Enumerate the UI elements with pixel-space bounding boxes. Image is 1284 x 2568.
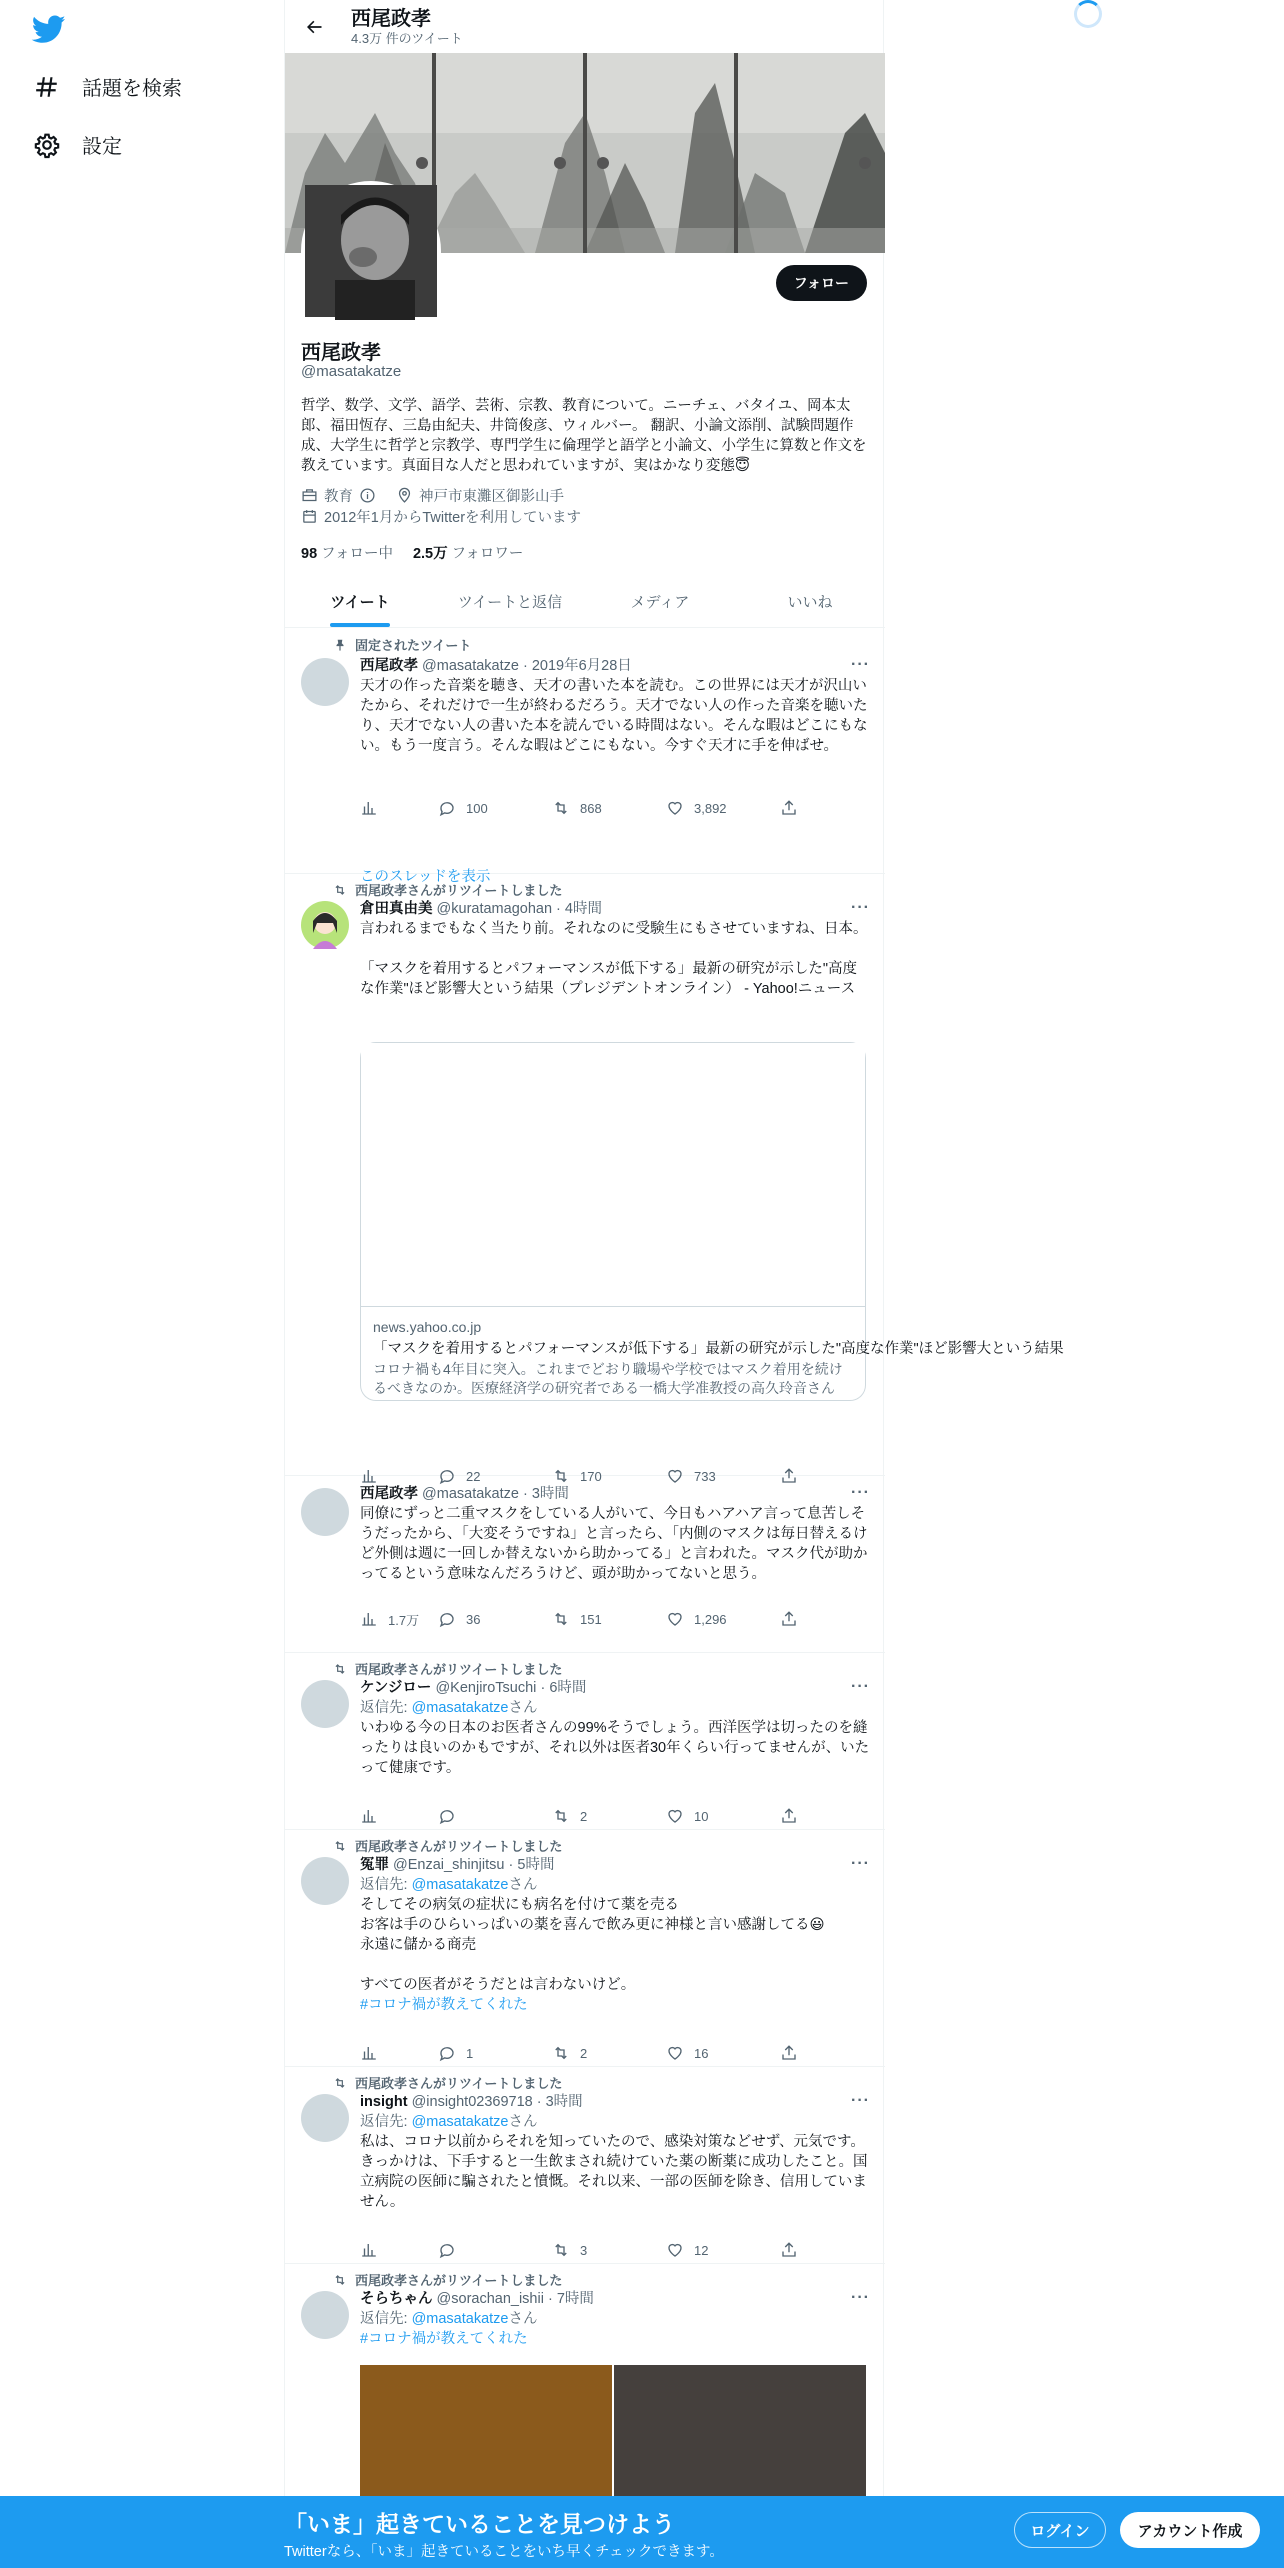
tweet-author-name[interactable]: 倉田真由美 [360,901,433,917]
retweet-button[interactable] [552,799,648,817]
tweet-header: ケンジロー @KenjiroTsuchi · 6時間 [360,1680,587,1696]
tweet-retweet[interactable] [285,874,1064,1484]
tweet-actions [360,2240,800,2260]
followers-label: フォロワー [451,546,524,562]
tweet-author-handle[interactable]: @Enzai_shinjitsu [393,1857,505,1873]
following-label: フォロー中 [321,546,393,562]
nav-explore-label: 話題を検索 [82,78,182,100]
like-button[interactable] [666,1807,762,1825]
calendar-icon [301,508,318,525]
tweet-author-name[interactable]: そらちゃん [360,2291,433,2307]
tab-likes[interactable]: いいね [787,593,833,611]
twitter-logo-icon[interactable] [32,12,66,46]
banner-subtitle: Twitterなら、「いま」起きていることをいち早くチェックできます。 [284,2544,724,2560]
reply-to [360,1698,870,1718]
analytics-icon [360,2044,378,2062]
avatar[interactable] [301,658,349,706]
views-button[interactable] [360,1807,420,1825]
back-button[interactable] [297,10,331,44]
followers-link[interactable] [413,542,523,563]
retweet-icon [333,1839,347,1853]
profile-location: 神戸市東灘区御影山手 [419,489,564,505]
header-name: 西尾政孝 [351,7,431,30]
retweet-count: 2 [580,2045,588,2061]
share-icon [780,1807,798,1825]
reply-icon [438,1610,456,1628]
tweet-time[interactable]: 7時間 [556,2291,594,2307]
tweet-author-handle[interactable]: @masatakatze [422,1486,519,1502]
profile-meta-category [301,485,564,506]
retweet-icon [552,1610,570,1628]
hashtag-link[interactable]: #コロナ禍が教えてくれた [360,1997,528,2013]
retweeted-text: 西尾政孝さんがリツイートしました [355,1662,563,1677]
card-domain: news.yahoo.co.jp [373,1319,482,1335]
retweet-icon [552,799,570,817]
tweet-author-name[interactable]: 西尾政孝 [360,1486,418,1502]
profile-joined: 2012年1月からTwitterを利用しています [324,510,582,526]
reply-to-suffix: さん [508,2311,538,2327]
profile-name: 西尾政孝 [301,342,381,364]
like-button[interactable] [666,2241,762,2259]
heart-icon [666,799,684,817]
retweet-icon [552,1807,570,1825]
retweeted-text: 西尾政孝さんがリツイートしました [355,2273,563,2288]
retweet-button[interactable] [552,2044,648,2062]
reply-button[interactable] [438,1807,534,1825]
tweet-actions [360,1806,800,1826]
hashtag-link[interactable]: #コロナ禍が教えてくれた [360,2331,528,2347]
tweet-author-handle[interactable]: @masatakatze [422,658,519,674]
tweet-text: そしてその病気の症状にも病名を付けて薬を売る お客は手のひらいっぱいの薬を喜んで飲み更に神様と言い感謝してる😃 永遠に儲かる商売 すべての医者がそうだとは言わないけど。 [360,1897,825,1993]
analytics-icon [360,2241,378,2259]
tweet-retweet[interactable] [285,2264,885,2524]
briefcase-icon [301,487,318,504]
tweet-text: 言われるまでもなく当たり前。それなのに受験生にもさせていますね、日本。 「マスクを着用するとパフォーマンスが低下する」最新の研究が示した"高度な作業"ほど影響大という結果（プレジデントオンライン） - Yahoo!ニュース [360,921,868,997]
tweet-author-name[interactable]: 西尾政孝 [360,658,418,674]
nav-explore[interactable] [34,72,182,101]
like-count: 1,296 [694,1611,727,1627]
retweet-icon [552,2241,570,2259]
tweet-author-handle[interactable]: @sorachan_ishii [436,2291,544,2307]
analytics-icon [360,799,378,817]
retweeted-label [333,880,562,899]
tweet-text: 私は、コロナ以前からそれを知っていたので、感染対策などせず、元気です。きっかけは、下手すると一生飲まされ続けていた薬の断薬に成功したこと。国立病院の医師に騙されたと憤慨。それ以来、一部の医師を除き、信用していません。 [360,2134,868,2210]
info-icon[interactable] [359,487,376,504]
more-icon[interactable]: ··· [851,1855,870,1872]
like-button[interactable] [666,799,762,817]
share-icon [780,1610,798,1628]
pinned-label [333,635,471,654]
retweet-icon [333,2273,347,2287]
profile-tabs [285,575,885,628]
tweet-text: いわゆる今の日本のお医者さんの99%そうでしょう。西洋医学は切ったのを縫ったりは良いのかもですが、それ以外は医者30年くらい行ってませんが、いたって健康です。 [360,1720,870,1776]
reply-to [360,2309,870,2329]
views-button[interactable] [360,2044,420,2062]
tweet-header: そらちゃん @sorachan_ishii · 7時間 [360,2291,594,2307]
reply-to-handle[interactable]: @masatakatze [411,1877,509,1893]
retweet-icon [333,1662,347,1676]
tweet-header: 西尾政孝 @masatakatze · 2019年6月28日 [360,658,632,674]
reply-button[interactable] [438,2044,534,2062]
profile-header [285,0,883,53]
tweet-author-handle[interactable]: @insight02369718 [411,2094,533,2110]
share-icon [780,2241,798,2259]
more-icon[interactable]: ··· [851,656,870,673]
reply-icon [438,1807,456,1825]
retweeted-label [333,2073,562,2092]
more-icon[interactable]: ··· [851,2092,870,2109]
like-button[interactable] [666,2044,762,2062]
banner-title: 「いま」起きていることを見つけよう [284,2511,675,2537]
retweet-button[interactable] [552,1610,648,1628]
header-tweet-count: 4.3万 件のツイート [351,30,463,46]
reply-to-handle[interactable]: @masatakatze [411,2114,509,2130]
avatar[interactable] [301,1857,349,1905]
analytics-icon [360,1807,378,1825]
tweet-timeline [285,629,1064,2524]
retweet-count: 170 [580,1468,602,1484]
like-count: 16 [694,2045,709,2061]
hashtag-icon [34,74,60,100]
gear-icon [34,132,60,158]
signup-button[interactable]: アカウント作成 [1120,2512,1260,2548]
share-icon [780,799,798,817]
retweet-icon [333,2076,347,2090]
tweet-time[interactable]: 6時間 [549,1680,587,1696]
tweet-pinned[interactable] [285,629,885,885]
tab-tweets[interactable]: ツイート [285,575,435,627]
heart-icon [666,2241,684,2259]
retweet-count: 151 [580,1611,602,1627]
more-icon[interactable]: ··· [851,2289,870,2306]
profile-handle: @masatakatze [301,363,402,380]
reply-icon [438,2241,456,2259]
reply-to-prefix: 返信先: [360,2114,412,2130]
reply-to-handle[interactable]: @masatakatze [411,1700,509,1716]
follow-button[interactable]: フォロー [776,265,867,301]
views-button[interactable] [360,1610,420,1629]
tweet-text: 天才の作った音楽を聴き、天才の書いた本を読む。この世界には天才が沢山いたから、それだけで一生が終わるだろう。天才でない人の作った音楽を聴いたり、天才でない人の書いた本を読んでいる時間はない。そんな暇はどこにもない。もう一度言う。そんな暇はどこにもない。今すぐ天才に手を伸ばせ。 [360,678,868,754]
views-count: 1.7万 [388,1612,420,1628]
retweeted-text: 西尾政孝さんがリツイートしました [355,883,563,898]
loading-spinner [1074,0,1102,28]
heart-icon [666,1610,684,1628]
pin-icon [333,638,347,652]
reply-button[interactable] [438,799,534,817]
signup-banner [0,2496,1284,2568]
tweet[interactable] [285,1476,885,1653]
retweet-count: 2 [580,1808,588,1824]
show-thread-link[interactable]: このスレッドを表示 [360,869,491,885]
tweet-author-handle[interactable]: @KenjiroTsuchi [435,1680,537,1696]
share-button[interactable] [780,1807,800,1825]
card-description: コロナ禍も4年目に突入。これまでどおり職場や学校ではマスク着用を続けるべきなのか。医療経済学の研究者である一橋大学准教授の高久玲音さん [373,1361,843,1396]
profile-category: 教育 [324,489,353,505]
profile-avatar[interactable] [301,181,441,321]
tweet-header: 倉田真由美 @kuratamagohan · 4時間 [360,901,602,917]
card-image [361,1043,865,1307]
more-icon[interactable]: ··· [851,899,870,916]
nav-settings-label: 設定 [82,136,122,158]
share-button[interactable] [780,1610,800,1628]
retweet-icon [333,883,347,897]
following-count: 98 [301,546,318,562]
tweet-retweet[interactable] [285,1830,885,2067]
avatar[interactable] [301,901,349,949]
retweeted-label [333,1659,562,1678]
tweet-time[interactable]: 2019年6月28日 [531,658,632,674]
reply-to [360,1875,870,1895]
share-button[interactable] [780,799,800,817]
tab-media[interactable]: メディア [630,593,690,611]
tweet-retweet[interactable] [285,2067,885,2264]
tab-tweets-replies[interactable]: ツイートと返信 [457,593,563,611]
reply-to-suffix: さん [508,1877,538,1893]
follow-stats [301,542,523,563]
reply-to-suffix: さん [508,1700,538,1716]
like-count: 12 [694,2242,709,2258]
link-card[interactable] [360,1042,1064,1401]
reply-to [360,2112,870,2132]
reply-button[interactable] [438,2241,534,2259]
retweet-icon [552,2044,570,2062]
retweeted-label [333,1836,562,1855]
tweet-author-name[interactable]: 冤罪 [360,1857,389,1873]
reply-to-prefix: 返信先: [360,1700,412,1716]
like-count: 3,892 [694,800,727,816]
retweet-count: 3 [580,2242,588,2258]
more-icon[interactable]: ··· [851,1484,870,1501]
tweet-time[interactable]: 3時間 [545,2094,583,2110]
views-button[interactable] [360,799,420,817]
tweet-author-name[interactable]: insight [360,2094,408,2110]
login-button[interactable]: ログイン [1014,2512,1106,2548]
reply-count: 100 [466,800,488,816]
tweet-time[interactable]: 5時間 [517,1857,555,1873]
avatar[interactable] [301,2291,349,2339]
like-count: 733 [694,1468,716,1484]
card-title: 「マスクを着用するとパフォーマンスが低下する」最新の研究が示した"高度な作業"ほど影響大という結果 [373,1341,1064,1357]
more-icon[interactable]: ··· [851,1678,870,1695]
heart-icon [666,2044,684,2062]
tweet-author-name[interactable]: ケンジロー [360,1680,432,1696]
share-button[interactable] [780,2044,800,2062]
followers-count: 2.5万 [412,546,448,562]
avatar[interactable] [301,1680,349,1728]
retweet-button[interactable] [552,1807,648,1825]
like-count: 10 [694,1808,709,1824]
following-link[interactable] [301,542,393,563]
tweet-time[interactable]: 4時間 [564,901,602,917]
share-button[interactable] [780,2241,800,2259]
reply-icon [438,2044,456,2062]
reply-to-prefix: 返信先: [360,2311,412,2327]
tweet-header: 冤罪 @Enzai_shinjitsu · 5時間 [360,1857,555,1873]
profile-meta-joined [301,506,581,527]
tweet-text: 同僚にずっと二重マスクをしている人がいて、今日もハアハア言って息苦しそうだったから、「大変そうですね」と言ったら、「内側のマスクは毎日替えるけど外側は週に一回しか替えないから助かってる」と言われた。マスク代が助かってるという意味なんだろうけど、頭が助かってないと思う。 [360,1506,868,1582]
avatar-illustration [301,901,349,949]
retweeted-text: 西尾政孝さんがリツイートしました [355,2076,563,2091]
pinned-text: 固定されたツイート [355,638,472,653]
reply-to-handle[interactable]: @masatakatze [411,2311,509,2327]
nav-settings[interactable] [34,130,122,159]
profile-bio: 哲学、数学、文学、語学、芸術、宗教、教育について。ニーチェ、バタイユ、岡本太郎、福田恆存、三島由紀夫、井筒俊彦、ウィルバー。 翻訳、小論文添削、試験問題作成、大学生に哲学と宗教学、専門学生に倫理学と語学と小論文、小学生に算数と作文を教えています。真面目な人だと思われていますが、実はかなり変態😇 [301,398,867,474]
tweet-header: 西尾政孝 @masatakatze · 3時間 [360,1486,569,1502]
tweet-author-handle[interactable]: @kuratamagohan [436,901,553,917]
avatar[interactable] [301,1488,349,1536]
tweet-actions [360,798,800,818]
reply-button[interactable] [438,1610,534,1628]
analytics-icon [360,1610,378,1628]
heart-icon [666,1807,684,1825]
location-pin-icon [396,487,413,504]
tweet-retweet[interactable] [285,1653,885,1830]
retweet-button[interactable] [552,2241,648,2259]
retweet-count: 868 [580,800,602,816]
reply-count: 22 [466,1468,481,1484]
reply-icon [438,799,456,817]
share-icon [780,2044,798,2062]
arrow-left-icon [304,17,324,37]
profile-photo [305,185,437,317]
left-nav [0,0,284,2568]
tweet-actions [360,1609,800,1629]
tweet-actions [360,2043,800,2063]
reply-count: 1 [466,2045,474,2061]
avatar[interactable] [301,2094,349,2142]
reply-count: 36 [466,1611,481,1627]
retweeted-text: 西尾政孝さんがリツイートしました [355,1839,563,1854]
reply-to-suffix: さん [508,2114,538,2130]
tweet-header: insight @insight02369718 · 3時間 [360,2094,583,2110]
reply-to-prefix: 返信先: [360,1877,412,1893]
like-button[interactable] [666,1610,762,1628]
retweeted-label [333,2270,562,2289]
views-button[interactable] [360,2241,420,2259]
tweet-time[interactable]: 3時間 [531,1486,569,1502]
